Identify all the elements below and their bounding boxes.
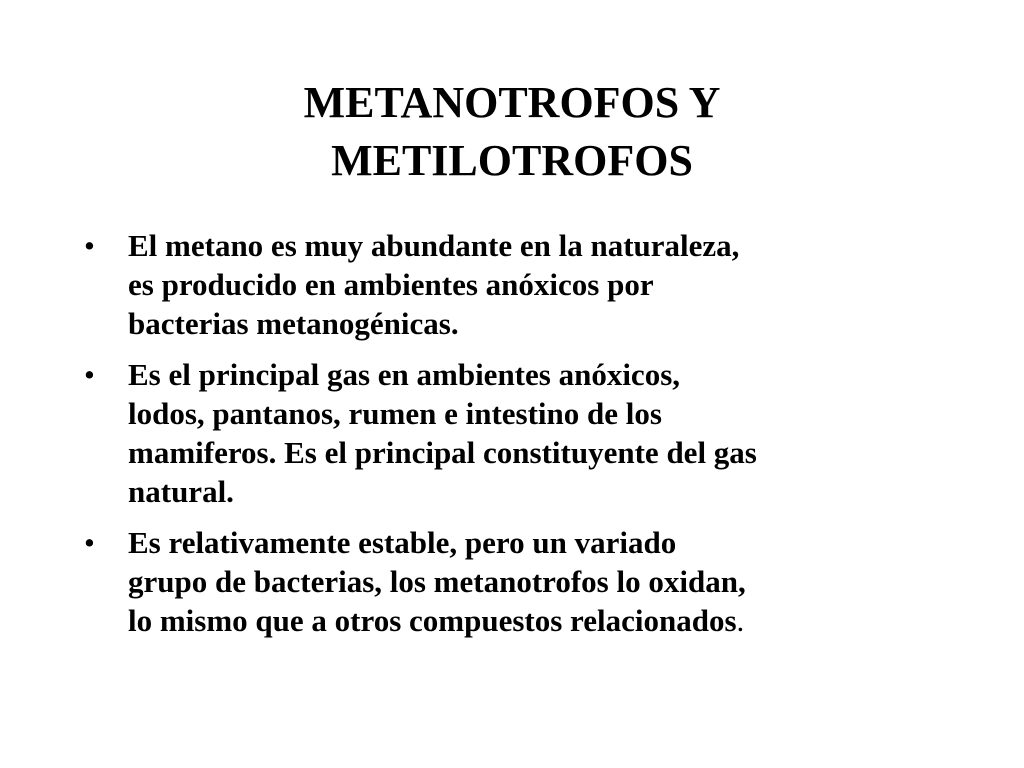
bullet-line: grupo de bacterias, los metanotrofos lo oxidan, <box>128 564 746 599</box>
bullet-line: es producido en ambientes anóxicos por <box>128 267 654 302</box>
bullet-dot-icon: • <box>84 525 95 560</box>
bullet-dot-icon: • <box>84 357 95 392</box>
bullet-line: Es relativamente estable, pero un variado <box>128 525 677 560</box>
bullet-line: mamiferos. Es el principal constituyente del gas <box>128 435 757 470</box>
bullet-item-2 <box>82 355 962 511</box>
bullet-item-3 <box>82 523 962 640</box>
bullet-item-1 <box>82 226 962 343</box>
bullet-end-mark: . <box>736 603 745 638</box>
slide-title <box>0 74 1024 190</box>
bullet-line: El metano es muy abundante en la naturaleza, <box>128 228 740 263</box>
bullet-line: Es el principal gas en ambientes anóxicos, <box>128 357 681 392</box>
bullet-line: natural. <box>128 474 234 509</box>
slide-title-line-1: METANOTROFOS Y <box>303 78 721 127</box>
bullet-list <box>82 226 962 652</box>
bullet-line-text: lo mismo que a otros compuestos relacionados <box>128 603 737 638</box>
slide-title-line-2: METILOTROFOS <box>331 136 693 185</box>
bullet-line <box>128 601 962 640</box>
bullet-line: bacterias metanogénicas. <box>128 306 459 341</box>
bullet-line: lodos, pantanos, rumen e intestino de los <box>128 396 662 431</box>
bullet-dot-icon: • <box>84 228 95 263</box>
